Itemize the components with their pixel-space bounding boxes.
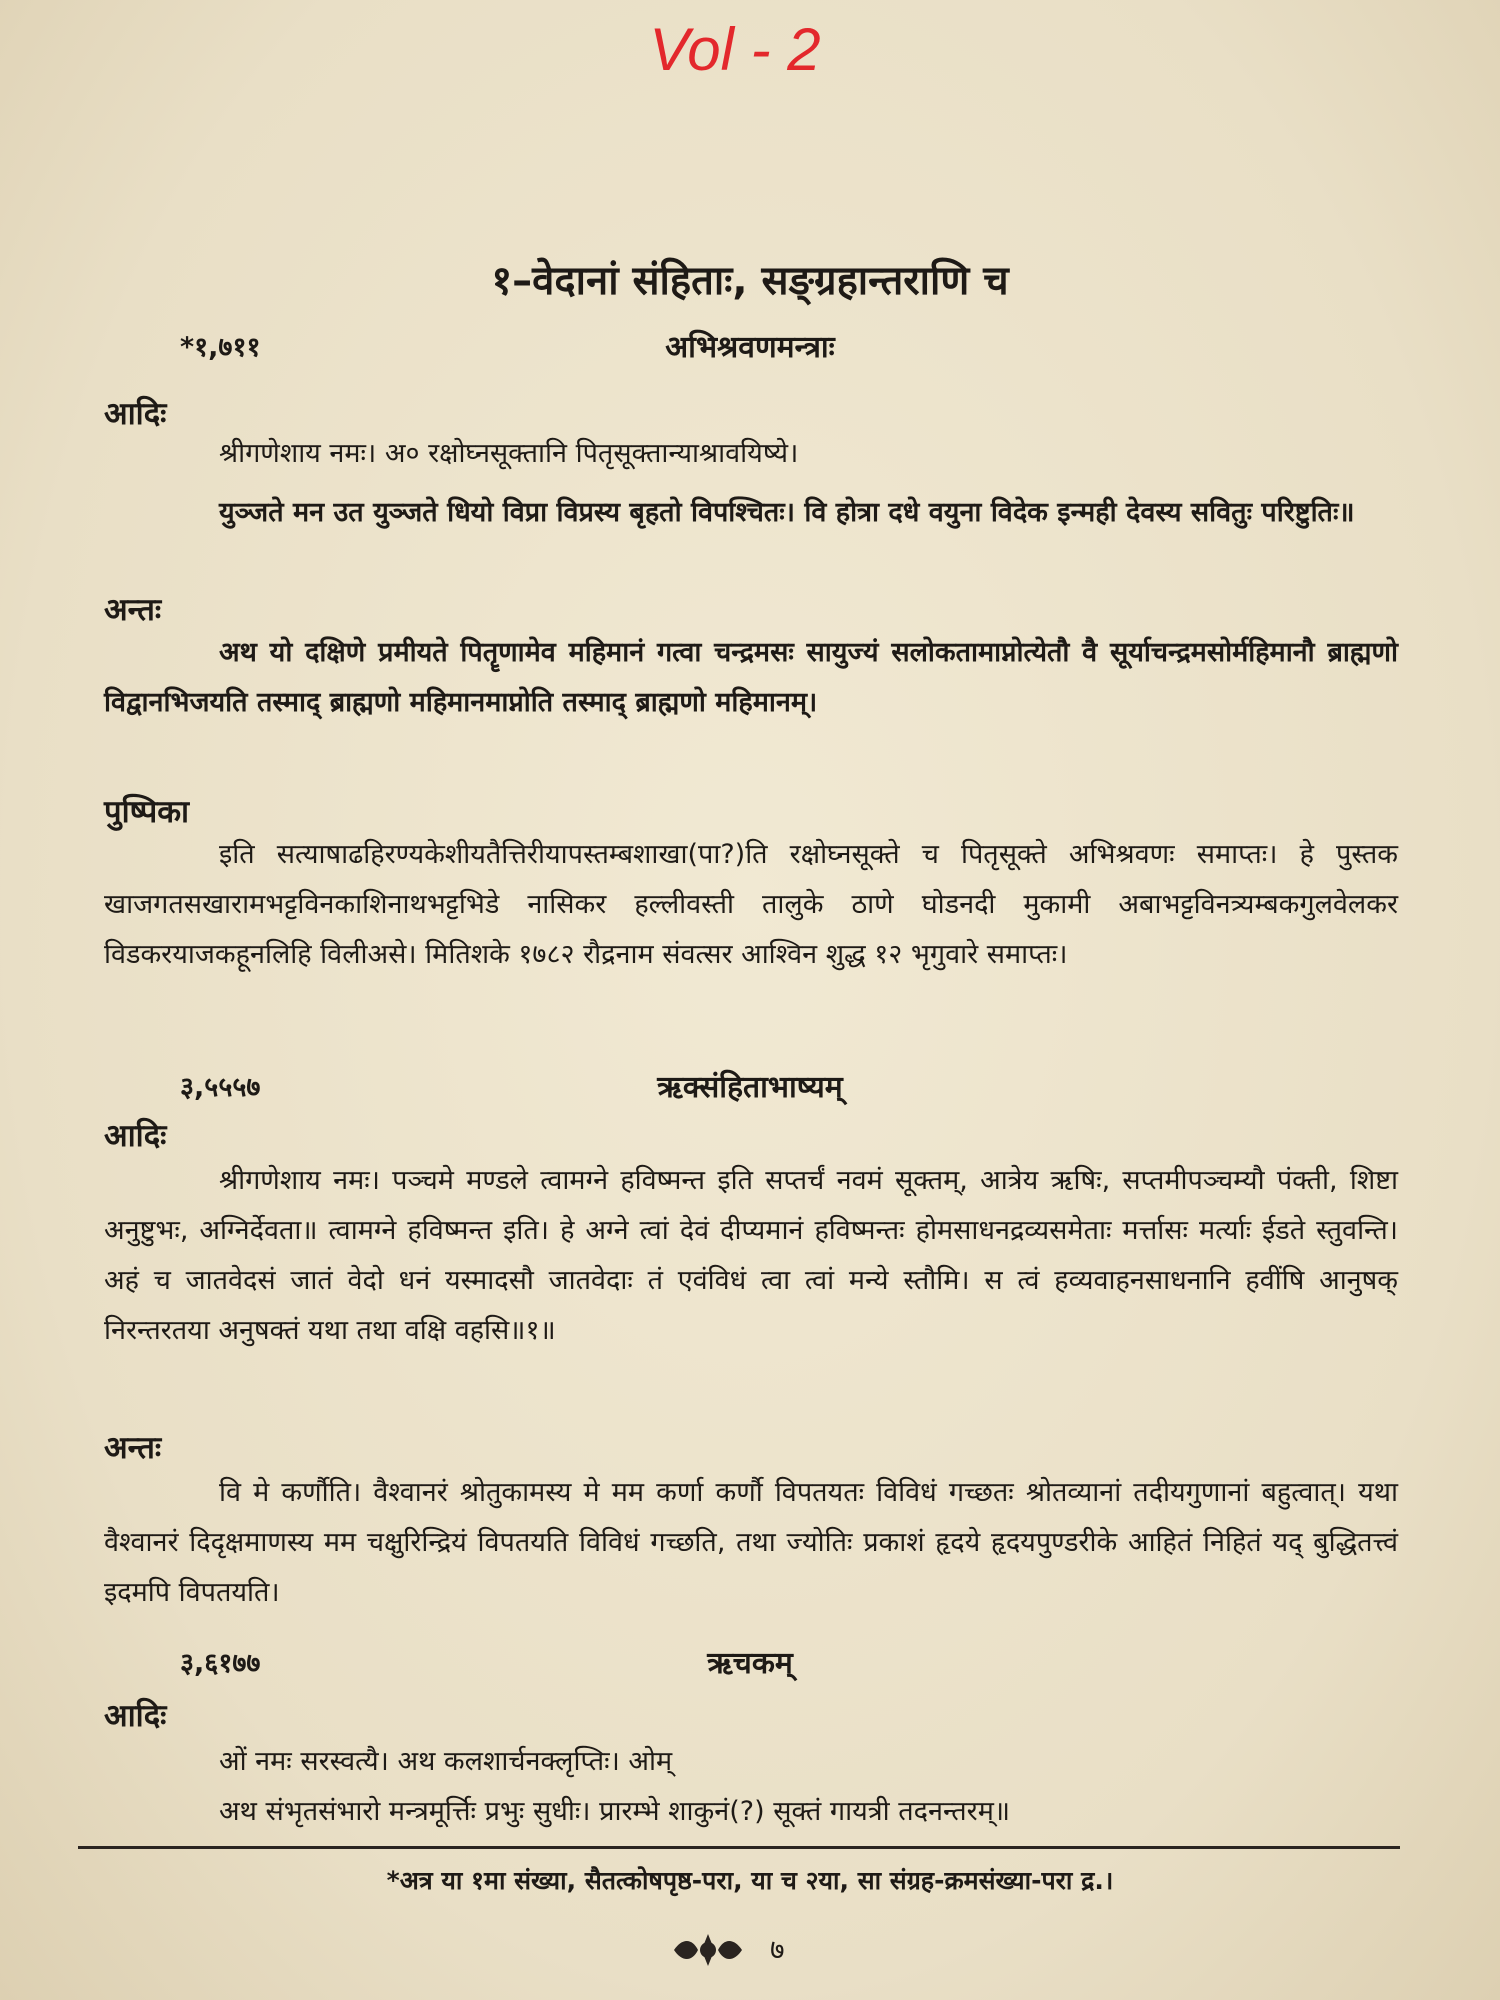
text-paragraph: श्रीगणेशाय नमः। पञ्चमे मण्डले त्वामग्ने हविष्मन्त इति सप्तर्चं नवमं सूक्तम्, आत्रेय ऋषिः, सप्तमीपञ्चम्यौ पंक्ती, शिष्टा अनुष्टुभः, अग्निर्देवता॥ त्वामग्ने हविष्मन्त इति। हे अग्ने त्वां देवं दीप्यमानं हविष्मन्तः होमसाधनद्रव्यसमेताः मर्त्तासः मर्त्याः ईडते स्तुवन्ति। अहं च जातवेदसं जातं वेदो धनं यस्मादसौ जातवेदाः तं एवंविधं त्वा त्वां मन्ये स्तौमि। स त्वं हव्यवाहनसाधनानि हवींषि आनुषक् निरन्तरतया अनुषक्तं यथा तथा वक्षि वहसि॥१॥	[104, 1165, 1398, 1346]
page-number: ७	[770, 1933, 785, 1966]
section-label-aadi: आदिः	[104, 1698, 167, 1734]
footnote: *अत्र या १मा संख्या, सैतत्कोषपृष्ठ-परा, या च २या, सा संग्रह-क्रमसंख्या-परा द्र.।	[386, 1866, 1114, 1895]
entry-title: अभिश्रवणमन्त्राः	[665, 330, 835, 365]
text-paragraph: अथ यो दक्षिणे प्रमीयते पितॄणामेव महिमानं गत्वा चन्द्रमसः सायुज्यं सलोकतामाप्नोत्येतौ वै सूर्याचन्द्रमसोर्महिमानौ ब्राह्मणो विद्वानभिजयति तस्माद् ब्राह्मणो महिमानमाप्नोति तस्माद् ब्राह्मणो महिमानम्।	[104, 637, 1398, 718]
entry-number: *१,७११	[180, 332, 261, 363]
entry-number: ३,६१७७	[180, 1648, 261, 1679]
text-line: अथ संभृतसंभारो मन्त्रमूर्त्तिः प्रभुः सुधीः। प्रारम्भे शाकुनं(?) सूक्तं गायत्री तदनन्तरम्॥	[219, 1796, 1011, 1827]
text-paragraph: युञ्जते मन उत युञ्जते धियो विप्रा विप्रस्य बृहतो विपश्चितः। वि होत्रा दधे वयुना विदेक इन्मही देवस्य सवितुः परिष्टुतिः॥	[219, 497, 1355, 528]
section-label-aadi: आदिः	[104, 396, 167, 432]
chapter-title: १–वेदानां संहिताः, सङ्ग्रहान्तराणि च	[491, 258, 1009, 304]
text-paragraph: वि मे कर्णौति। वैश्वानरं श्रोतुकामस्य मे मम कर्णा कर्णौ विपतयतः विविधं गच्छतः श्रोतव्यानां तदीयगुणानां बहुत्वात्। यथा वैश्वानरं दिदृक्षमाणस्य मम चक्षुरिन्द्रियं विपतयति विविधं गच्छति, तथा ज्योतिः प्रकाशं हृदये हृदयपुण्डरीके आहितं निहितं यद् बुद्धितत्त्वं इदमपि विपतयति।	[104, 1477, 1398, 1608]
section-label-aadi: आदिः	[104, 1118, 167, 1154]
section-label-pushpika: पुष्पिका	[104, 794, 190, 830]
fleuron-ornament-icon	[668, 1930, 748, 1970]
entry-number: ३,५५५७	[180, 1072, 261, 1103]
text-line: श्रीगणेशाय नमः। अ० रक्षोघ्नसूक्तानि पितृसूक्तान्याश्रावयिष्ये।	[219, 438, 799, 469]
footnote-rule	[78, 1846, 1400, 1849]
entry-title: ऋक्संहिताभाष्यम्	[657, 1070, 843, 1105]
entry-title: ऋचकम्	[707, 1646, 793, 1681]
text-line: ओं नमः सरस्वत्यै। अथ कलशार्चनक्लृप्तिः। ओम्	[219, 1746, 673, 1777]
section-label-anta: अन्तः	[104, 592, 162, 628]
section-label-anta: अन्तः	[104, 1430, 162, 1466]
volume-label: Vol - 2	[649, 16, 821, 83]
text-paragraph: इति सत्याषाढहिरण्यकेशीयतैत्तिरीयापस्तम्बशाखा(पा?)ति रक्षोघ्नसूक्ते च पितृसूक्ते अभिश्रवणः समाप्तः। हे पुस्तक खाजगतसखारामभट्टविनकाशिनाथभट्टभिडे नासिकर हल्लीवस्ती तालुके ठाणे घोडनदी मुकामी अबाभट्टविनत्र्यम्बकगुलवेलकर विडकरयाजकहूनलिहि विलीअसे। मितिशके १७८२ रौद्रनाम संवत्सर आश्विन शुद्ध १२ भृगुवारे समाप्तः।	[104, 839, 1398, 970]
